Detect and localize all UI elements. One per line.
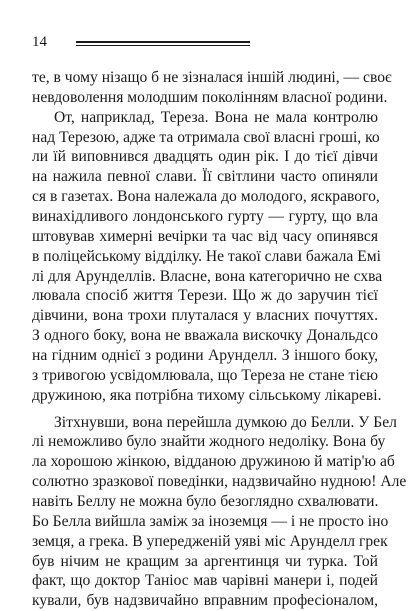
text-line: солютно зразкової поведінки, надзвичайно нудною! Але bbox=[32, 473, 407, 491]
header-rule-thick bbox=[76, 41, 250, 43]
text-line: Бо Белла вийшла заміж за іноземця — і не просто іно bbox=[32, 512, 389, 530]
text-line: штовував химерні вечірки та час від часу опинявся bbox=[32, 227, 378, 245]
text-line: лі для Арунделлів. Власне, вона категорично не схва bbox=[32, 267, 383, 285]
text-line: Зітхнувши, вона перейшла думкою до Белли. У Бел bbox=[54, 413, 397, 431]
text-line: ся в газетах. Вона належала до молодого, яскравого, bbox=[32, 188, 380, 206]
text-line: над Терезою, адже та отримала свої власні гроші, ко bbox=[32, 128, 380, 146]
text-line: кували, був надзвичайно вправним професіоналом, bbox=[32, 592, 378, 610]
text-line: лювала спосіб життя Терези. Що ж до заручин тієї bbox=[32, 287, 378, 305]
running-header bbox=[32, 33, 252, 53]
text-line: От, наприклад, Тереза. Вона не мала контролю bbox=[54, 108, 378, 126]
text-line: з тривогою усвідомлювала, що Тереза не стане тією bbox=[32, 366, 378, 384]
text-line: ла хорошою жінкою, відданою дружиною й матір'ю аб bbox=[32, 453, 395, 471]
text-line: ли їй виповнився двадцять один рік. І до тієї дівчи bbox=[32, 148, 378, 166]
text-line: був нічим не кращим за аргентинця чи турка. Той bbox=[32, 552, 378, 570]
paragraph-2 bbox=[32, 108, 383, 406]
paragraph-3 bbox=[32, 413, 407, 611]
text-line: земця, а грека. В упередженій уяві міс Арунделл грек bbox=[32, 532, 388, 550]
text-line: на гідним однієї з родини Арунделл. З іншого боку, bbox=[32, 347, 378, 365]
paragraph-1 bbox=[32, 68, 392, 108]
text-line: в поліцейському відділку. Не такої слави бажала Емі bbox=[32, 247, 381, 265]
page-number: 14 bbox=[32, 34, 47, 50]
text-line: факт, що доктор Таніос мав чарівні манери і, подей bbox=[32, 572, 378, 590]
text-line: дівчини, вона трохи плуталася у власних почуттях. bbox=[32, 307, 378, 325]
text-line: невдоволення молодшим поколінням власної родини. bbox=[32, 88, 388, 106]
text-line: винахідливого лондонського гурту — гурту, що вла bbox=[32, 208, 378, 226]
body-text bbox=[32, 68, 407, 611]
text-line: З одного боку, вона не вважала вискочку Дональдсо bbox=[32, 327, 378, 345]
text-line: навіть Беллу не можна було безоглядно схвалювати. bbox=[32, 493, 379, 511]
text-line: лі неможливо було знайти жодного недоліку. Вона бу bbox=[32, 433, 386, 451]
text-line: на нажила певної слави. Її світлини часто опиняли bbox=[32, 168, 378, 186]
text-line: те, в чому нізащо б не зізналася іншій людині, — своє bbox=[32, 69, 392, 86]
text-line: дружиною, яка потрібна тихому сільському лікареві. bbox=[32, 386, 382, 404]
header-rule-thin bbox=[76, 45, 250, 46]
